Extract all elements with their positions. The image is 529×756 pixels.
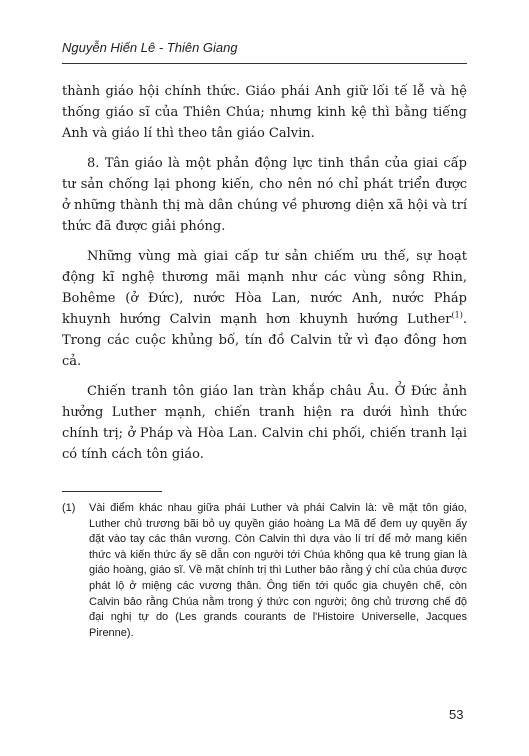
footnote: [62, 501, 467, 641]
footnote-rule: [62, 491, 162, 492]
paragraph-3-text-b: . Trong các cuộc khủng bố, tín đồ Calvin tử vì đạo đông hơn cả.: [62, 312, 467, 369]
footnote-marker: (1): [62, 502, 76, 514]
header-rule: [62, 63, 467, 64]
main-text: [62, 81, 467, 465]
paragraph-3: [62, 246, 467, 372]
running-header: Nguyễn Hiến Lê - Thiên Giang: [62, 40, 238, 55]
paragraph-2: 8. Tân giáo là một phản động lực tinh thần của giai cấp tư sản chống lại phong kiến, cho nên nó chỉ phát triển được ở những thành thị mà dân chúng về phương diện xã hội và trí thức đã được giải phóng.: [62, 156, 467, 234]
footnote-text: Vài điểm khác nhau giữa phái Luther và phái Calvin là: về mặt tôn giáo, Luther chủ trương bãi bỏ uy quyền giáo hoàng La Mã để đem uy quyền ấy đặt vào tay các thân vương. Còn Calvin thì dựa vào lí trí để mở mang kiến thức và kiến thức ấy sẽ dẫn con người tới Chúa không qua kẻ trung gian là giáo hoàng, giáo sĩ. Về mặt chính trị thì Luther bảo rằng ý chí của chúa được phát lộ ở miệng các vương thân. Ông tiến tới quốc gia chuyên chế, còn Calvin bảo rằng Chúa nằm trong ý thức con người; ông chủ trương chế độ đại nghị tự do (Les grands courants de l'Histoire Universelle, Jacques Pirenne).: [89, 502, 467, 639]
paragraph-4: Chiến tranh tôn giáo lan tràn khắp châu Âu. Ở Đức ảnh hưởng Luther mạnh, chiến tranh hiện ra dưới hình thức chính trị; ở Pháp và Hòa Lan. Calvin chi phối, chiến tranh lại có tính cách tôn giáo.: [62, 384, 467, 462]
page-number: 53: [449, 707, 464, 722]
paragraph-1: thành giáo hội chính thức. Giáo phái Anh giữ lối tế lễ và hệ thống giáo sĩ của Thiên Chúa; nhưng kinh kệ thì bằng tiếng Anh và giáo lí thì theo tân giáo Calvin.: [62, 84, 467, 141]
paragraph-3-text-a: Những vùng mà giai cấp tư sản chiếm ưu thế, sự hoạt động kĩ nghệ thương mãi mạnh như các vùng sông Rhin, Bohême (ở Đức), nước Hòa Lan, nước Anh, nước Pháp khuynh hướng Calvin mạnh hơn khuynh hướng Luther: [62, 249, 467, 327]
footnote-reference[interactable]: (1): [451, 310, 463, 320]
